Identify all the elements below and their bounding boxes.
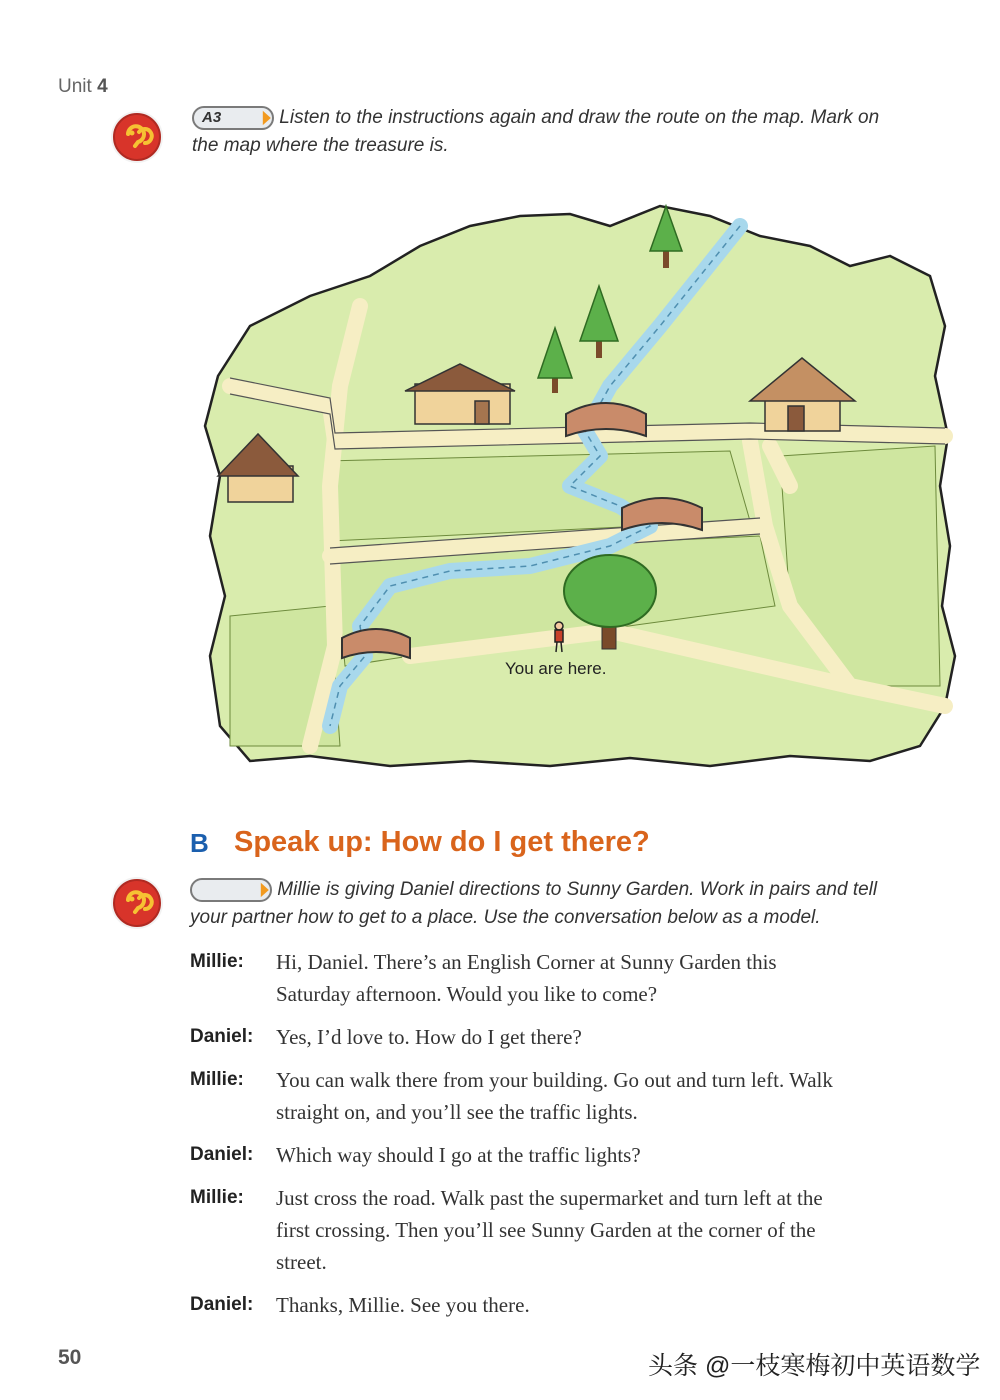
speech-text: Hi, Daniel. There’s an English Corner at Sunny Garden this xyxy=(276,950,777,974)
speaking-icon xyxy=(110,876,164,935)
speaker: Millie: xyxy=(190,951,244,972)
speech-text: first crossing. Then you’ll see Sunny Garden at the corner of the xyxy=(276,1218,816,1242)
section-a-instruction xyxy=(192,104,952,160)
section-b-instruction-line1: Millie is giving Daniel directions to Sunny Garden. Work in pairs and tell xyxy=(277,879,878,900)
track-b-button[interactable] xyxy=(190,878,272,902)
unit-number: 4 xyxy=(97,76,108,97)
track-a3-button[interactable]: A3 xyxy=(192,106,274,130)
dialogue-line xyxy=(190,1139,950,1171)
speech xyxy=(276,1289,946,1321)
section-b-title: Speak up: How do I get there? xyxy=(234,826,650,858)
speaker: Millie: xyxy=(190,1187,244,1208)
speaker: Daniel: xyxy=(190,1294,254,1315)
speech-text: You can walk there from your building. Go out and turn left. Walk xyxy=(276,1068,833,1092)
speech-text: Just cross the road. Walk past the supermarket and turn left at the xyxy=(276,1186,823,1210)
page-number: 50 xyxy=(58,1346,82,1369)
speaker: Millie: xyxy=(190,1069,244,1090)
section-b-instruction xyxy=(190,876,960,932)
section-a-instruction-line1: Listen to the instructions again and draw the route on the map. Mark on xyxy=(279,107,880,128)
speech-text: Saturday afternoon. Would you like to come? xyxy=(276,982,658,1006)
treasure-map xyxy=(190,186,960,776)
dialogue-line xyxy=(190,946,950,1010)
unit-label xyxy=(58,76,108,98)
dialogue-line xyxy=(190,1182,950,1278)
listening-icon xyxy=(110,110,164,169)
section-a-instruction-line2: the map where the treasure is. xyxy=(192,135,449,156)
dialogue-line xyxy=(190,1021,950,1053)
watermark: 头条 @一枝寒梅初中英语数学 xyxy=(648,1352,981,1380)
dialogue-line xyxy=(190,1064,950,1128)
speech xyxy=(276,1182,946,1278)
speech xyxy=(276,1139,946,1171)
dialogue-line xyxy=(190,1289,950,1321)
speech-text: street. xyxy=(276,1250,327,1274)
speech xyxy=(276,1021,946,1053)
speech xyxy=(276,946,946,1010)
speech-text: Thanks, Millie. See you there. xyxy=(276,1293,530,1317)
dialogue xyxy=(190,946,950,1332)
speech-text: Which way should I go at the traffic lights? xyxy=(276,1143,641,1167)
speaker: Daniel: xyxy=(190,1144,254,1165)
speaker: Daniel: xyxy=(190,1026,254,1047)
speech-text: Yes, I’d love to. How do I get there? xyxy=(276,1025,582,1049)
speech-text: straight on, and you’ll see the traffic lights. xyxy=(276,1100,638,1124)
speech xyxy=(276,1064,946,1128)
you-are-here-label: You are here. xyxy=(505,659,607,678)
unit-word: Unit xyxy=(58,76,92,97)
section-b-instruction-line2: your partner how to get to a place. Use the conversation below as a model. xyxy=(190,907,821,928)
section-b-letter: B xyxy=(190,828,209,858)
